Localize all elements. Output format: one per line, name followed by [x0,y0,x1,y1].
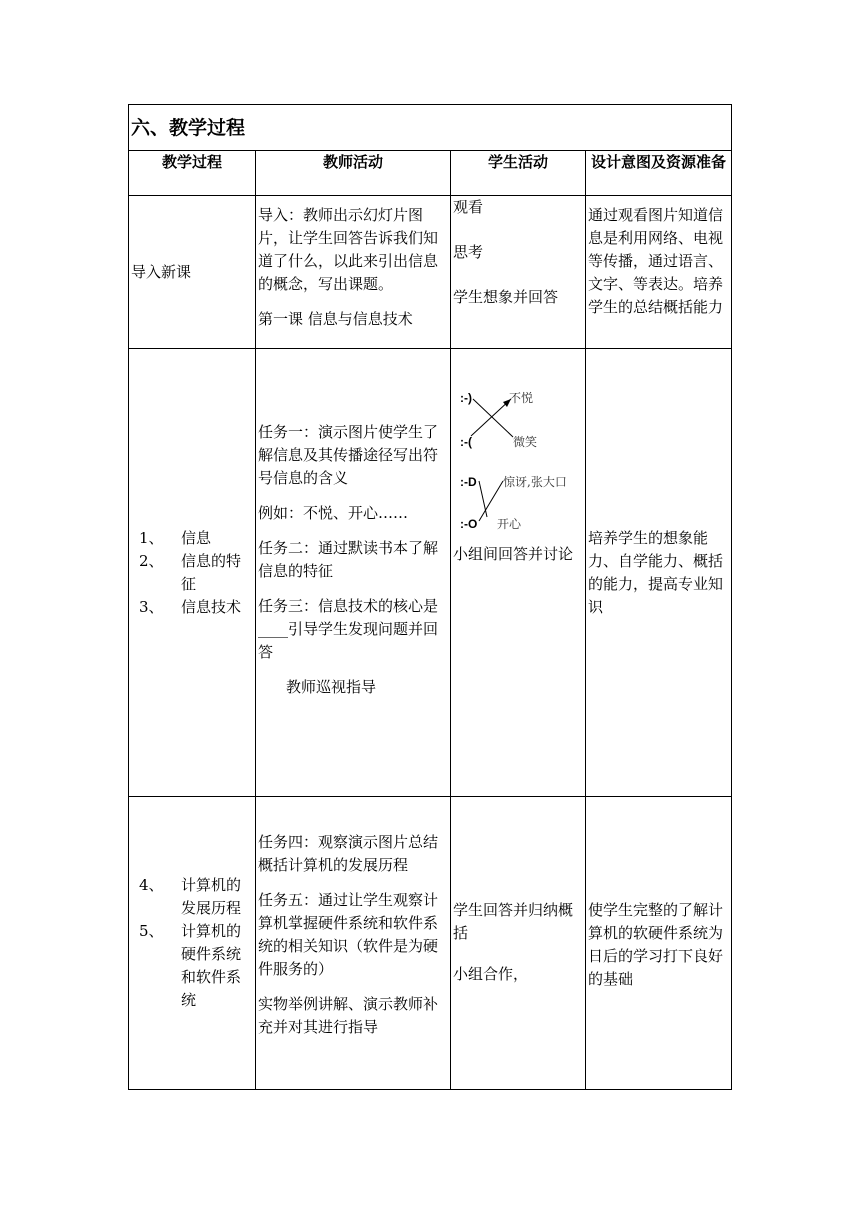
design-text: 通过观看图片知道信息是利用网络、电视等传播，通过语言、文字、等表达。培养学生的总结概括能力 [588,206,724,316]
process-cell [129,349,256,797]
teaching-process-table [128,104,732,1090]
student-text: 小组合作， [453,965,529,983]
topic-text: 计算机的硬件系统和软件系统 [181,922,242,1009]
emoticon-symbol: :-) [460,391,472,405]
teacher-cell [256,349,451,797]
student-cell [451,797,586,1090]
section-title-cell [129,105,732,151]
topic-text: 信息 [181,528,212,547]
teacher-text: 例如：不悦、开心…… [258,504,409,522]
emoticon-symbol: :-( [460,435,472,449]
teacher-text: 任务五：通过让学生观察计算机掌握硬件系统和软件系统的相关知识（软件是为硬件服务的） [258,891,439,978]
teacher-text: 任务四：观察演示图片总结概括计算机的发展历程 [258,833,439,874]
topic-list [129,527,255,619]
list-item [133,874,251,920]
topic-text: 信息技术 [181,597,242,616]
topic-number: 4、 [139,876,164,894]
topic-list [129,874,255,1012]
emoticon-meaning: 微笑 [513,435,538,449]
topic-number: 5、 [139,922,164,940]
design-cell [586,349,732,797]
student-text: 思考 [453,243,484,261]
header-design: 设计意图及资源准备 [586,151,732,196]
topic-number: 3、 [139,597,164,616]
student-cell [451,196,586,349]
teacher-text: 教师巡视指导 [286,678,377,696]
matching-lines [451,389,581,537]
teacher-text: 任务二：通过默读书本了解信息的特征 [258,539,439,580]
header-teacher: 教师活动 [256,151,451,196]
table-row [129,349,732,797]
emoticon-symbol: :-O [460,517,478,531]
student-text: 观看 [453,198,484,216]
emoticon-meaning: 开心 [497,517,522,531]
topic-number: 1、 [139,528,164,547]
header-student: 学生活动 [451,151,586,196]
topic-text: 信息的特征 [181,551,242,593]
student-text: 学生回答并归纳概括 [453,901,574,942]
teacher-text: 任务一：演示图片使学生了解信息及其传播途径写出符号信息的含义 [258,423,439,487]
design-text: 培养学生的想象能力、自学能力、概括的能力，提高专业知识 [588,528,724,616]
header-row [129,151,732,196]
topic-text: 计算机的发展历程 [181,876,242,917]
teacher-text: 实物举例讲解、演示教师补充并对其进行指导 [258,995,439,1036]
emoticon-meaning: 惊讶,张大口 [503,475,567,489]
design-cell [586,797,732,1090]
emoticon-meaning: 不悦 [509,391,534,405]
list-item [133,527,251,550]
student-cell [451,349,586,797]
student-text: 小组间回答并讨论 [453,545,574,563]
design-cell [586,196,732,349]
process-cell [129,797,256,1090]
student-text: 学生想象并回答 [453,288,559,306]
emoticon-matching-diagram [451,389,581,537]
design-text: 使学生完整的了解计算机的软硬件系统为日后的学习打下良好的基础 [588,901,724,988]
table-row [129,797,732,1090]
topic-number: 2、 [139,551,164,570]
section-title: 六、教学过程 [131,117,246,139]
teacher-text: 第一课 信息与信息技术 [258,310,413,328]
table-row [129,196,732,349]
list-item [133,920,251,1012]
teacher-cell [256,196,451,349]
process-cell [129,196,256,349]
header-process: 教学过程 [129,151,256,196]
emoticon-symbol: :-D [460,475,477,489]
table-title-row [129,105,732,151]
teacher-text: 任务三：信息技术的核心是____引导学生发现问题并回答 [258,597,439,661]
process-label: 导入新课 [131,262,192,281]
list-item [133,550,251,596]
teacher-cell [256,797,451,1090]
list-item [133,596,251,619]
teacher-text: 导入：教师出示幻灯片图片，让学生回答告诉我们知道了什么，以此来引出信息的概念，写出课题。 [258,206,439,293]
